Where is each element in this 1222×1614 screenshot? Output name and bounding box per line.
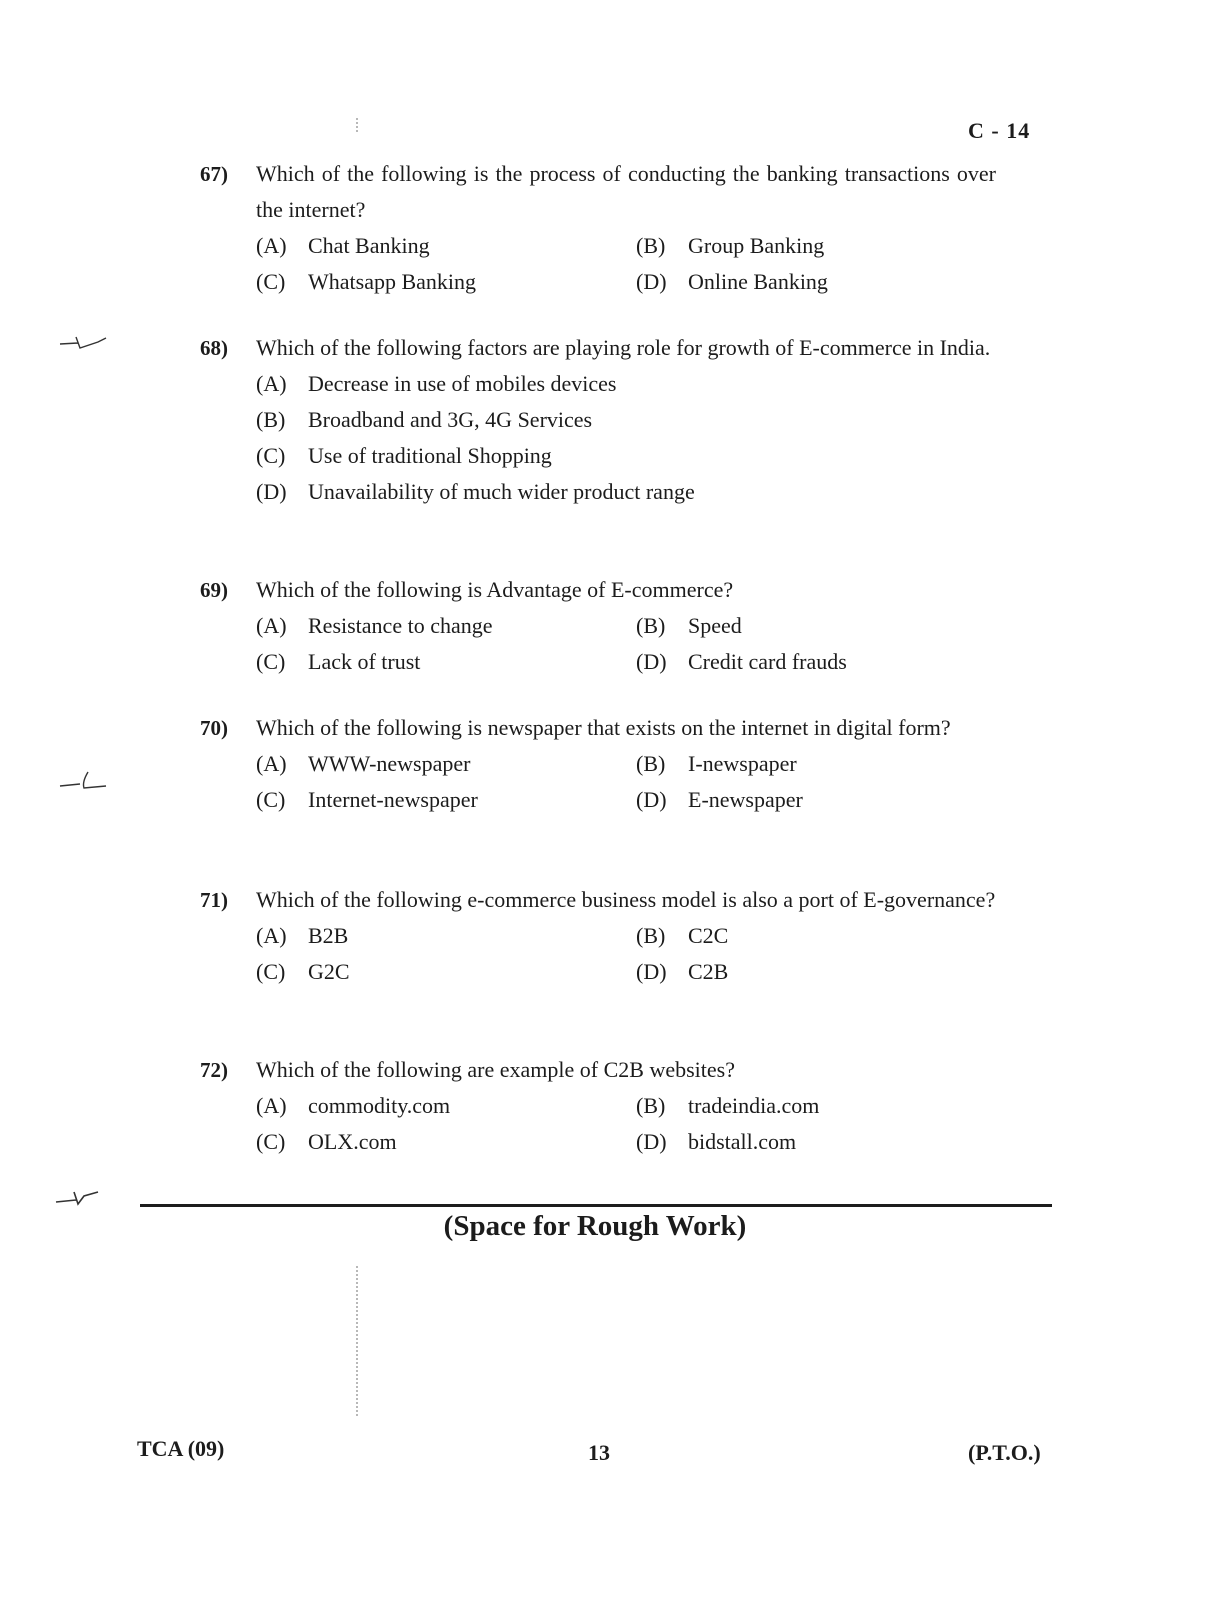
option-c <box>256 438 996 474</box>
booklet-code: C - 14 <box>968 118 1031 143</box>
question-70 <box>200 710 1000 818</box>
option-a <box>256 228 636 264</box>
option-text: Use of traditional Shopping <box>308 443 552 468</box>
options-grid <box>256 608 1000 680</box>
option-text: I-newspaper <box>688 751 797 776</box>
question-number: 72) <box>200 1058 228 1082</box>
option-letter: (A) <box>256 233 287 258</box>
option-letter: (C) <box>256 959 286 984</box>
option-text: Credit card frauds <box>688 649 847 674</box>
options-list <box>256 366 1000 510</box>
pen-tick-mark <box>58 334 108 350</box>
question-72 <box>200 1052 1000 1160</box>
option-letter: (A) <box>256 923 287 948</box>
option-text: C2B <box>688 959 729 984</box>
question-text: Which of the following e-commerce business model is also a port of E-governance? <box>256 887 996 912</box>
option-letter: (B) <box>636 751 666 776</box>
option-text: Internet-newspaper <box>308 787 478 812</box>
option-letter: (A) <box>256 613 287 638</box>
option-letter: (B) <box>256 407 286 432</box>
option-letter: (D) <box>256 479 287 504</box>
option-d <box>636 644 996 680</box>
option-c <box>256 264 636 300</box>
option-letter: (A) <box>256 371 287 396</box>
option-letter: (D) <box>636 959 667 984</box>
option-text: Decrease in use of mobiles devices <box>308 371 617 396</box>
option-c <box>256 644 636 680</box>
option-c <box>256 954 636 990</box>
option-text: C2C <box>688 923 729 948</box>
question-text: Which of the following are example of C2B websites? <box>256 1057 735 1082</box>
option-text: Speed <box>688 613 742 638</box>
option-a <box>256 1088 636 1124</box>
section-divider <box>140 1204 1052 1207</box>
option-d <box>636 954 996 990</box>
option-b <box>636 228 996 264</box>
option-d <box>636 782 996 818</box>
option-text: WWW-newspaper <box>308 751 471 776</box>
question-number: 68) <box>200 336 228 360</box>
option-text: commodity.com <box>308 1093 451 1118</box>
question-68 <box>200 330 1000 510</box>
option-b <box>636 1088 996 1124</box>
rough-work-heading: (Space for Rough Work) <box>443 1210 747 1242</box>
option-text: B2B <box>308 923 349 948</box>
option-a <box>256 366 996 402</box>
option-letter: (B) <box>636 923 666 948</box>
option-letter: (C) <box>256 649 286 674</box>
option-letter: (C) <box>256 787 286 812</box>
option-c <box>256 1124 636 1160</box>
option-b <box>636 746 996 782</box>
option-b <box>636 608 996 644</box>
option-text: G2C <box>308 959 350 984</box>
option-letter: (B) <box>636 233 666 258</box>
option-d <box>256 474 996 510</box>
option-letter: (D) <box>636 787 667 812</box>
option-text: Whatsapp Banking <box>308 269 477 294</box>
option-letter: (B) <box>636 613 666 638</box>
option-text: Unavailability of much wider product range <box>308 479 695 504</box>
paper-code: TCA (09) <box>137 1436 225 1461</box>
option-a <box>256 746 636 782</box>
question-number: 70) <box>200 716 228 740</box>
option-letter: (C) <box>256 1129 286 1154</box>
option-text: Broadband and 3G, 4G Services <box>308 407 593 432</box>
scan-dotted-line <box>356 118 360 132</box>
option-letter: (C) <box>256 269 286 294</box>
option-c <box>256 782 636 818</box>
options-grid <box>256 228 1000 300</box>
option-text: bidstall.com <box>688 1129 797 1154</box>
page-number: 13 <box>588 1440 610 1465</box>
question-number: 67) <box>200 162 228 186</box>
option-a <box>256 918 636 954</box>
option-letter: (D) <box>636 1129 667 1154</box>
option-text: E-newspaper <box>688 787 803 812</box>
pen-tick-mark <box>58 770 108 792</box>
question-text: Which of the following is Advantage of E-commerce? <box>256 577 734 602</box>
question-text: Which of the following factors are playing role for growth of E-commerce in India. <box>256 335 991 360</box>
option-letter: (D) <box>636 269 667 294</box>
question-67 <box>200 156 1000 300</box>
pen-tick-mark <box>54 1188 104 1208</box>
option-b <box>636 918 996 954</box>
question-71 <box>200 882 1000 990</box>
option-d <box>636 264 996 300</box>
option-letter: (B) <box>636 1093 666 1118</box>
option-b <box>256 402 996 438</box>
option-letter: (D) <box>636 649 667 674</box>
option-text: Lack of trust <box>308 649 421 674</box>
question-number: 69) <box>200 578 228 602</box>
please-turn-over: (P.T.O.) <box>968 1440 1041 1465</box>
option-a <box>256 608 636 644</box>
option-letter: (A) <box>256 751 287 776</box>
option-letter: (A) <box>256 1093 287 1118</box>
question-69 <box>200 572 1000 680</box>
question-text: Which of the following is newspaper that exists on the internet in digital form? <box>256 715 951 740</box>
options-grid <box>256 918 1000 990</box>
option-letter: (C) <box>256 443 286 468</box>
scan-dotted-line <box>356 1266 360 1416</box>
option-text: tradeindia.com <box>688 1093 820 1118</box>
options-grid <box>256 1088 1000 1160</box>
option-text: Chat Banking <box>308 233 430 258</box>
option-text: Resistance to change <box>308 613 493 638</box>
option-text: OLX.com <box>308 1129 397 1154</box>
option-d <box>636 1124 996 1160</box>
option-text: Online Banking <box>688 269 828 294</box>
options-grid <box>256 746 1000 818</box>
question-number: 71) <box>200 888 228 912</box>
question-text: Which of the following is the process of conducting the banking transactions over the internet? <box>256 161 996 222</box>
option-text: Group Banking <box>688 233 825 258</box>
